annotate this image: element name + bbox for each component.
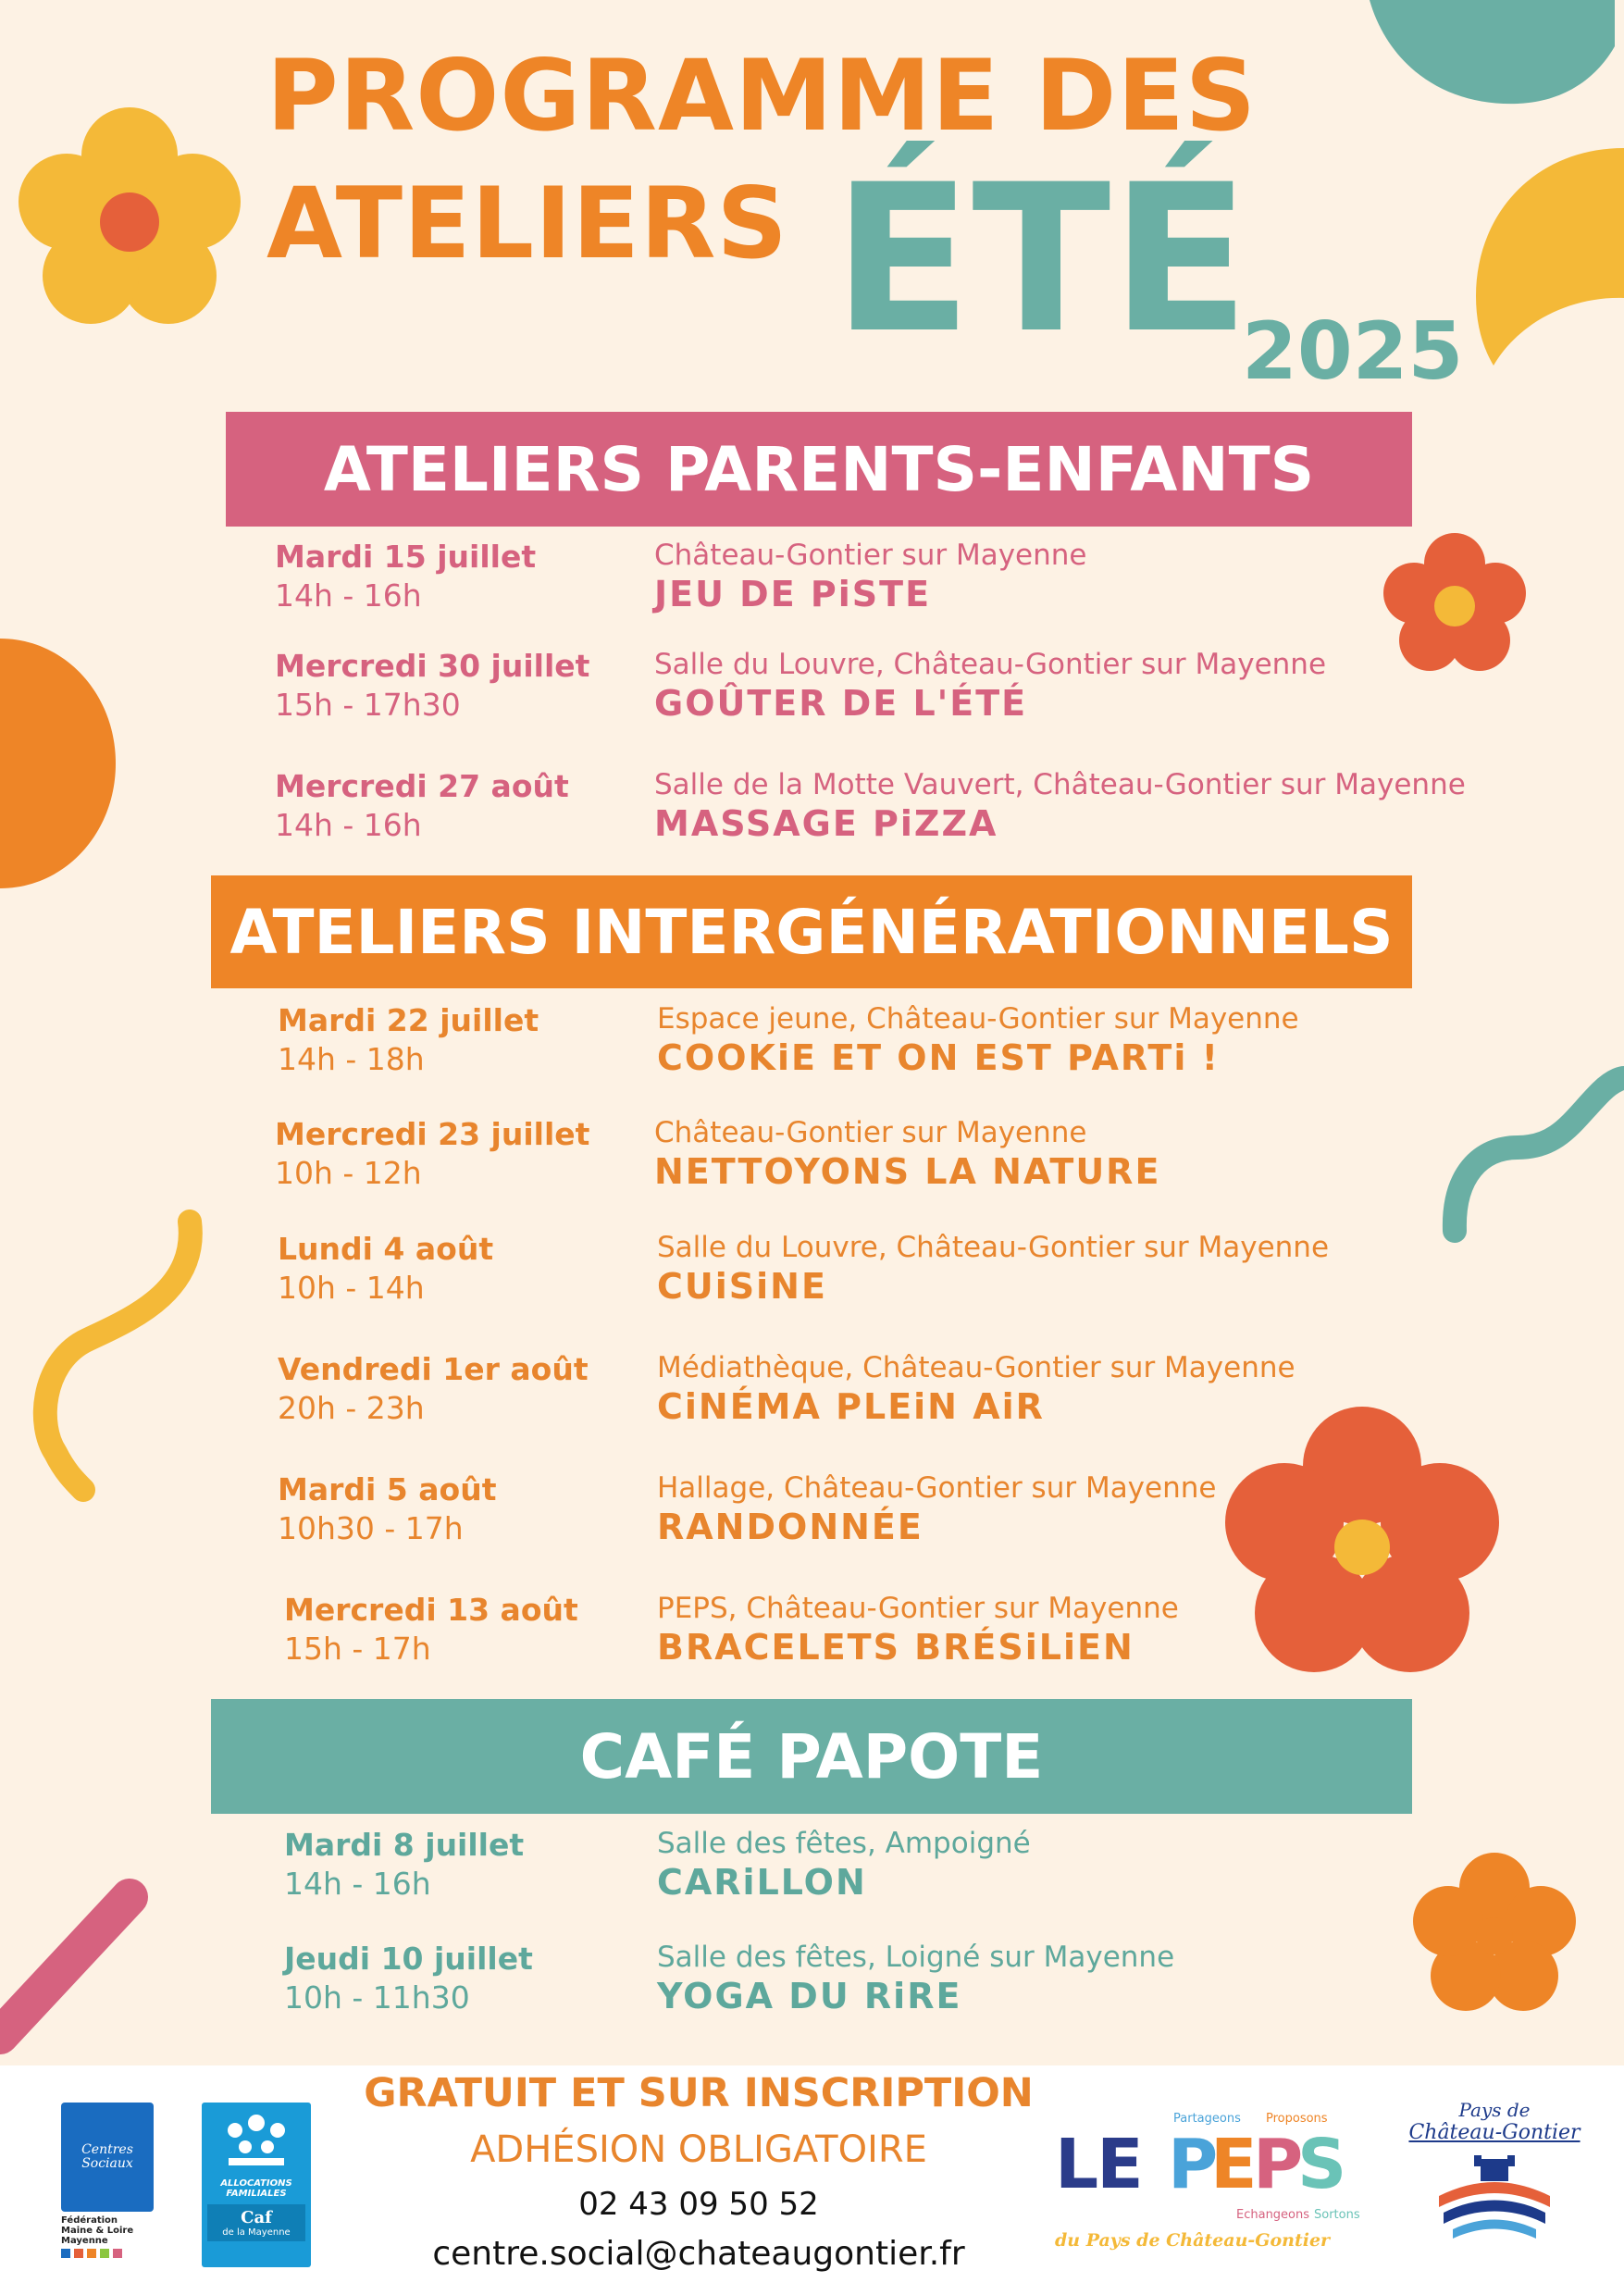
caf-line-2: FAMILIALES [226,2189,287,2199]
event-date: Mercredi 23 juillet [275,1116,590,1152]
event-date: Lundi 4 août [278,1231,494,1267]
event-name: NETTOYONS LA NATURE [654,1151,1161,1192]
caf-brand: Caf [241,2208,272,2227]
event-time: 10h - 14h [278,1270,425,1306]
event-place: Château-Gontier sur Mayenne [654,1116,1087,1149]
peps-e: E [1210,2125,1258,2204]
event-time: 10h30 - 17h [278,1510,464,1546]
square [74,2249,83,2258]
event-place: PEPS, Château-Gontier sur Mayenne [657,1592,1179,1625]
stick-shape-pink [0,1897,130,2036]
event-place: Salle du Louvre, Château-Gontier sur Mayenne [654,648,1327,681]
title-year: 2025 [1242,305,1464,398]
footer-free: GRATUIT ET SUR INSCRIPTION [364,2070,1034,2116]
footer [0,2066,1624,2295]
event-name: BRACELETS BRÉSiLiEN [657,1627,1134,1668]
event-date: Vendredi 1er août [278,1351,589,1387]
event-date: Jeudi 10 juillet [284,1941,533,1977]
event-name: RANDONNÉE [657,1507,924,1547]
event-date: Mardi 5 août [278,1471,497,1507]
event-time: 14h - 16h [275,807,422,843]
flower-icon-red-large [1225,1407,1499,1672]
event-time: 14h - 16h [284,1866,431,1902]
title-season: ÉTÉ [833,141,1250,378]
crescent-shape-teal [1370,0,1615,104]
color-squares [61,2249,163,2258]
event-date: Mercredi 27 août [275,768,569,804]
footer-membership: ADHÉSION OBLIGATOIRE [470,2128,927,2171]
section-heading-cafe-papote: CAFÉ PAPOTE [211,1699,1412,1814]
title-line-2: ATELIERS [267,167,788,280]
event-place: Espace jeune, Château-Gontier sur Mayenne [657,1002,1299,1036]
flower-icon-red-small [1383,533,1526,671]
half-circle-shape-yellow [1476,148,1624,366]
peps-p2: P [1253,2125,1304,2204]
caf-logo [202,2103,311,2267]
le-peps-logo [1055,2112,1370,2269]
centres-sociaux-caption-3: Mayenne [61,2236,108,2246]
event-time: 20h - 23h [278,1390,425,1426]
square [61,2249,70,2258]
event-date: Mardi 15 juillet [275,539,537,575]
event-time: 10h - 11h30 [284,1979,470,2016]
peps-tagline: du Pays de Château-Gontier [1055,2230,1331,2251]
flower-icon-orange [1413,1853,1576,2011]
caf-sub: de la Mayenne [222,2227,291,2238]
event-place: Médiathèque, Château-Gontier sur Mayenne [657,1351,1295,1384]
event-time: 15h - 17h [284,1631,431,1667]
event-name: CARiLLON [657,1862,867,1903]
event-time: 10h - 12h [275,1155,422,1191]
event-place: Salle du Louvre, Château-Gontier sur Mayenne [657,1231,1330,1264]
event-time: 14h - 16h [275,577,422,614]
event-time: 14h - 18h [278,1041,425,1077]
event-place: Salle des fêtes, Ampoigné [657,1827,1031,1860]
event-name: CUiSiNE [657,1266,827,1307]
square [100,2249,109,2258]
centres-sociaux-logo [61,2103,163,2260]
pays-line-2: Château-Gontier [1408,2121,1581,2144]
half-circle-shape-orange [0,639,116,888]
event-name: GOÛTER DE L'ÉTÉ [654,683,1028,724]
event-place: Salle des fêtes, Loigné sur Mayenne [657,1941,1175,1974]
peps-le: LE [1055,2125,1142,2204]
caf-brand-box [207,2204,305,2241]
flower-icon-yellow-top-left [19,107,241,324]
peps-word-2: Proposons [1266,2112,1328,2126]
event-name: COOKiE ET ON EST PARTi ! [657,1037,1220,1078]
pays-line-1: Pays de [1458,2099,1531,2121]
castle-icon [1420,2150,1568,2242]
event-name: YOGA DU RiRE [657,1976,962,2016]
pays-chateau-gontier-logo [1383,2099,1605,2265]
event-date: Mercredi 13 août [284,1592,578,1628]
peps-p1: P [1168,2125,1219,2204]
title-line-1: PROGRAMME DES [267,39,1258,153]
centres-sociaux-caption-1: Fédération [61,2215,118,2226]
centres-sociaux-script: Centres Sociaux [81,2141,133,2171]
section-heading-intergenerationnels: ATELIERS INTERGÉNÉRATIONNELS [211,875,1412,988]
footer-phone: 02 43 09 50 52 [578,2186,819,2223]
event-date: Mercredi 30 juillet [275,648,590,684]
section-heading-parents-enfants: ATELIERS PARENTS-ENFANTS [226,412,1412,527]
centres-sociaux-badge [61,2103,154,2212]
event-name: JEU DE PiSTE [654,574,932,614]
peps-word-1: Partageons [1173,2112,1241,2126]
square [113,2249,122,2258]
squiggle-shape-teal [1455,1078,1624,1231]
family-icon [215,2110,298,2175]
footer-email: centre.social@chateaugontier.fr [432,2235,965,2273]
squiggle-shape-yellow [45,1222,191,1490]
event-place: Hallage, Château-Gontier sur Mayenne [657,1471,1217,1505]
event-place: Salle de la Motte Vauvert, Château-Gontier sur Mayenne [654,768,1466,801]
event-name: MASSAGE PiZZA [654,803,998,844]
peps-word-3: Echangeons [1236,2208,1310,2222]
event-name: CiNÉMA PLEiN AiR [657,1386,1045,1427]
peps-s: S [1297,2125,1347,2204]
event-date: Mardi 8 juillet [284,1827,525,1863]
event-place: Château-Gontier sur Mayenne [654,539,1087,572]
caf-line-1: ALLOCATIONS [220,2178,292,2189]
event-date: Mardi 22 juillet [278,1002,539,1038]
square [87,2249,96,2258]
event-time: 15h - 17h30 [275,687,461,723]
centres-sociaux-caption-2: Maine & Loire [61,2226,134,2236]
peps-word-4: Sortons [1314,2208,1360,2222]
